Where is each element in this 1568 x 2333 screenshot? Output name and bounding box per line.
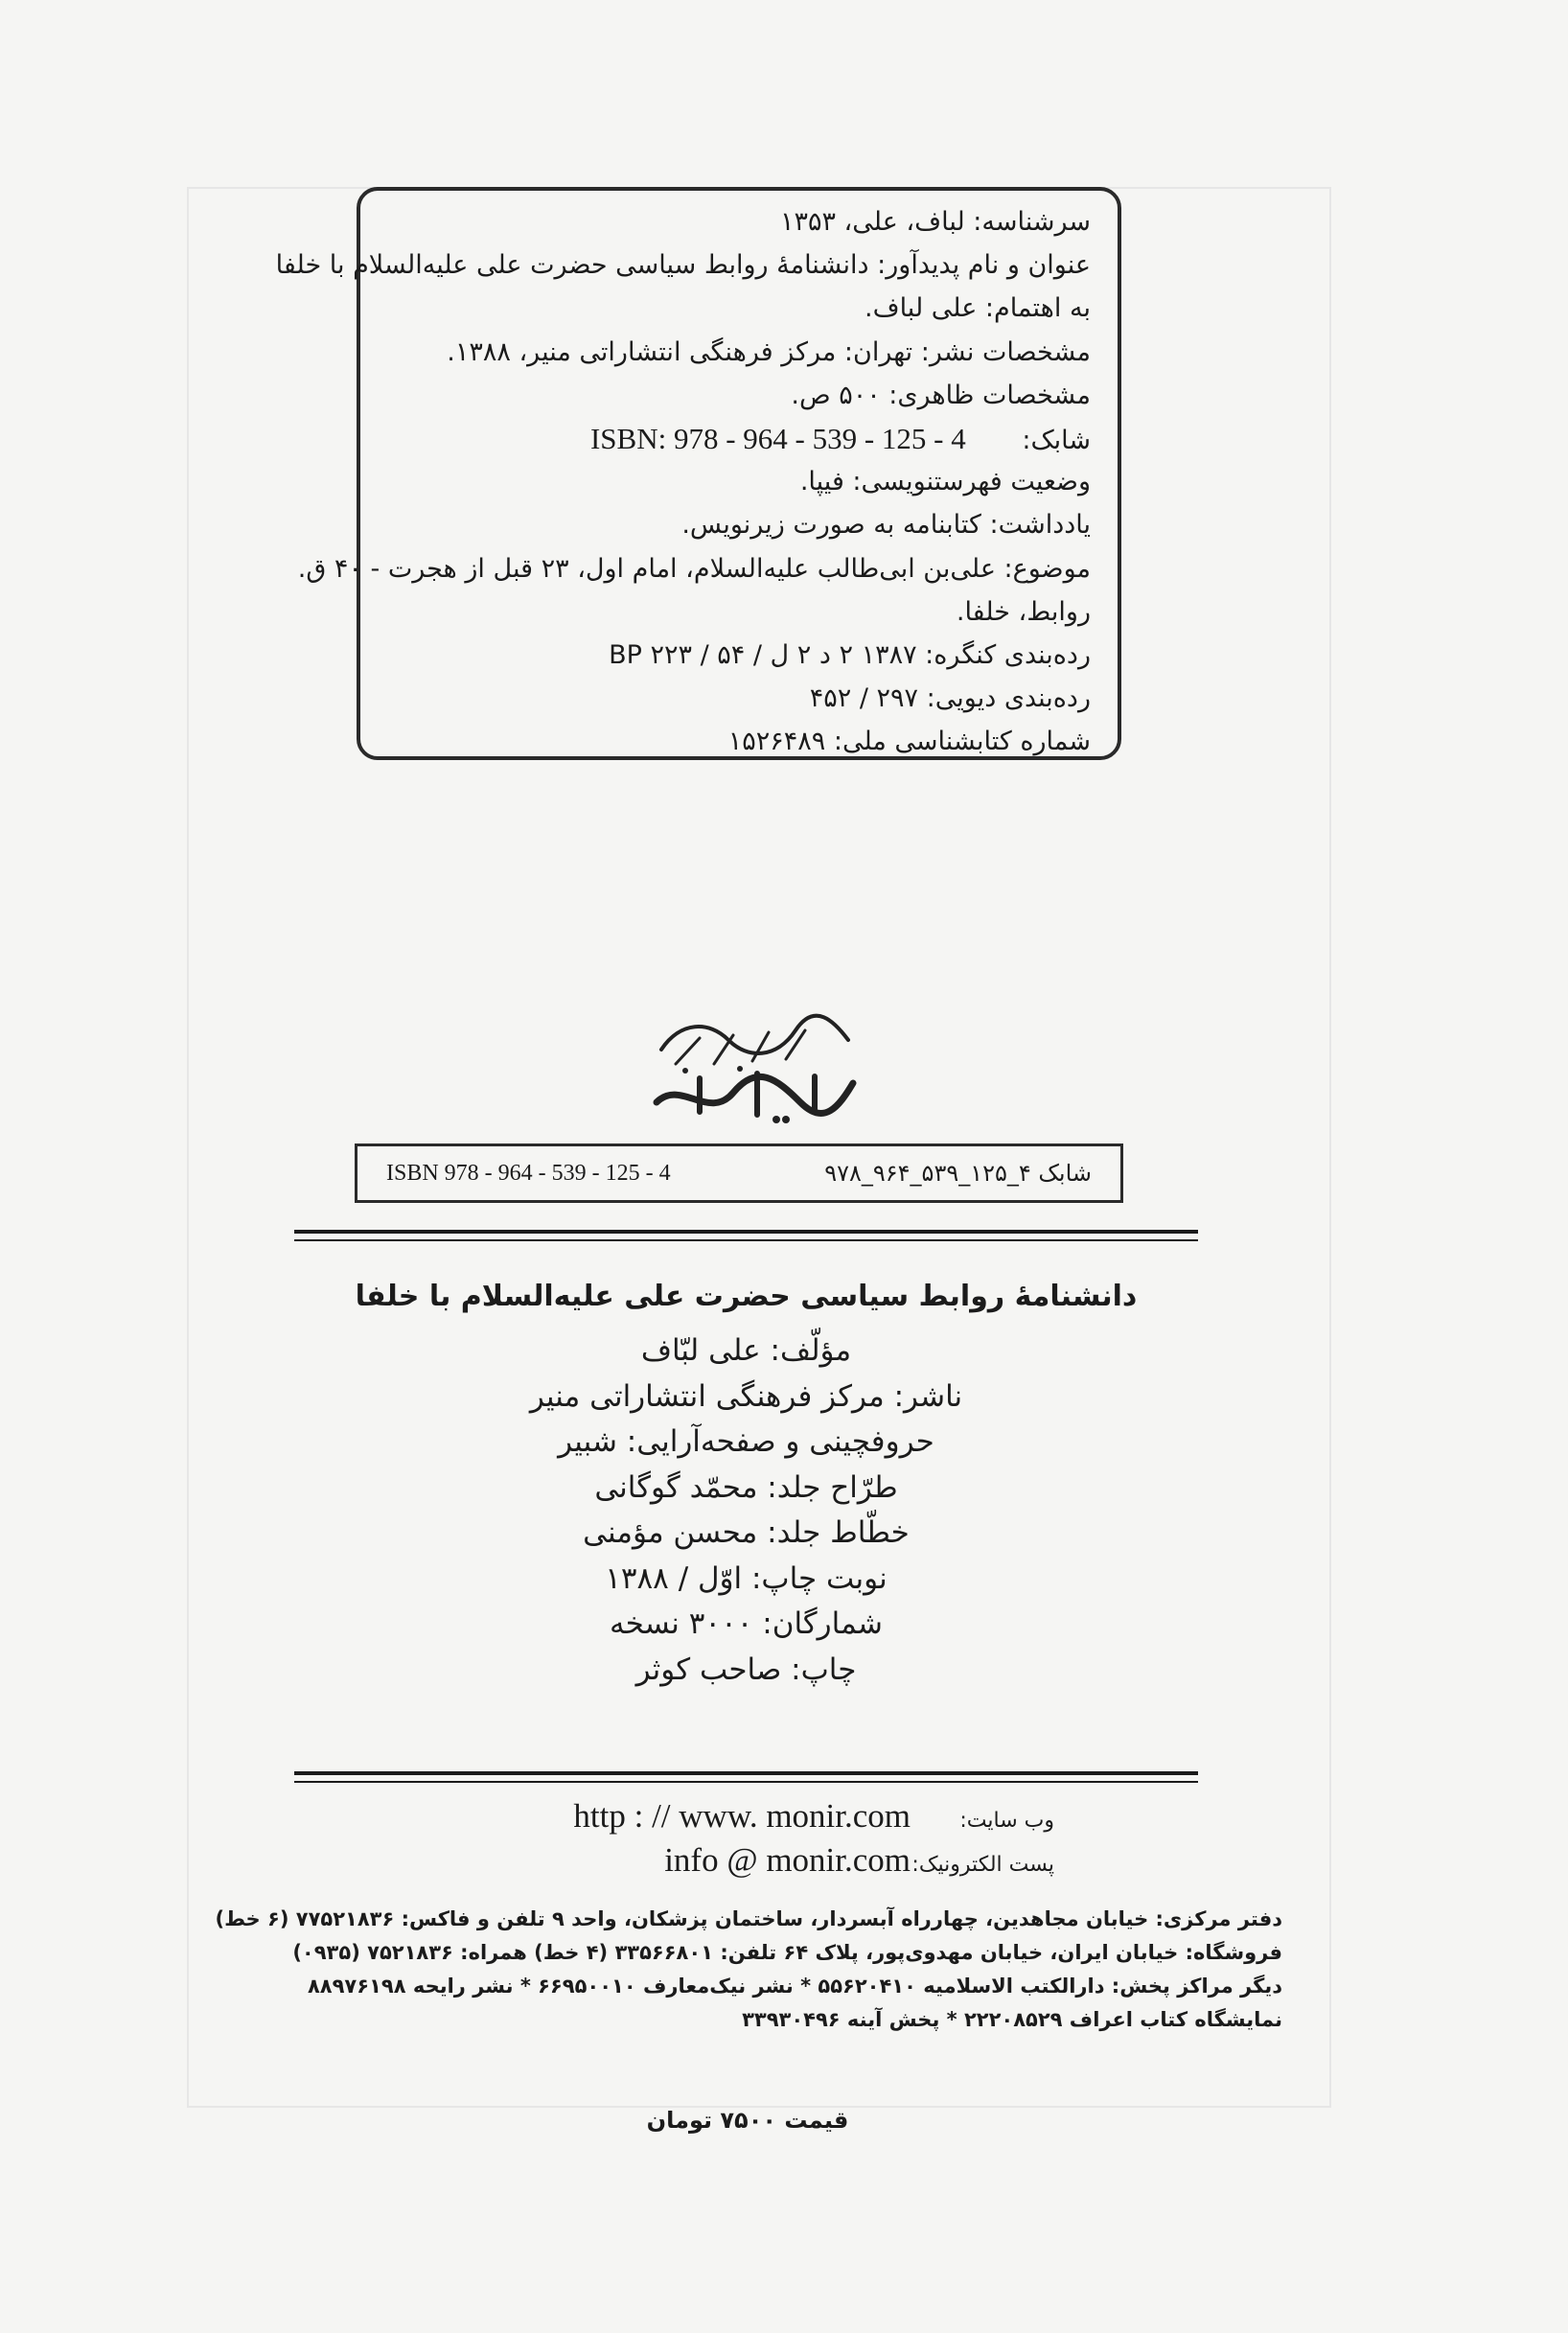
credit-line: طرّاح جلد: محمّد گوگانی	[594, 1469, 898, 1505]
cataloging-isbn-label: شابک:	[1022, 425, 1091, 455]
address-line: فروشگاه: خیابان ایران، خیابان مهدوی‌پور، پلاک ۶۴ تلفن: ۳۳۵۶۶۸۰۱ (۴ خط) همراه: ۷۵۲۱۸۳۶ (۰۹۳۵)	[292, 1941, 1282, 1964]
credit-line: شمارگان: ۳۰۰۰ نسخه	[610, 1606, 883, 1641]
cataloging-line: روابط، خلفا.	[956, 596, 1091, 627]
cataloging-line: سرشناسه: لباف، علی، ۱۳۵۳	[779, 207, 1091, 237]
email-row	[460, 1841, 1054, 1885]
cataloging-line: رده‌بندی دیویی: ۲۹۷ / ۴۵۲	[809, 683, 1091, 714]
cataloging-line: شماره کتابشناسی ملی: ۱۵۲۶۴۸۹	[727, 727, 1091, 757]
credit-line: نوبت چاپ: اوّل / ۱۳۸۸	[605, 1560, 888, 1596]
isbn-persian: شابک ۴_۱۲۵_۵۳۹_۹۶۴_۹۷۸	[824, 1160, 1092, 1187]
credit-line: چاپ: صاحب کوثر	[635, 1652, 857, 1687]
cataloging-line: عنوان و نام پدیدآور: دانشنامهٔ روابط سیاسی حضرت علی علیه‌السلام با خلفا	[275, 250, 1091, 281]
cataloging-line: مشخصات نشر: تهران: مرکز فرهنگی انتشاراتی منیر، ۱۳۸۸.	[447, 336, 1091, 367]
divider-bottom	[294, 1771, 1198, 1783]
cataloging-line: موضوع: علی‌بن ابی‌طالب علیه‌السلام، امام اول، ۲۳ قبل از هجرت - ۴۰ ق.	[297, 553, 1091, 584]
credit-line: ناشر: مرکز فرهنگی انتشاراتی منیر	[529, 1378, 963, 1414]
website-link[interactable]: http : // www. monir.com	[573, 1797, 911, 1835]
book-title: دانشنامهٔ روابط سیاسی حضرت علی علیه‌السلام با خلفا	[355, 1280, 1138, 1313]
website-label: وب سایت:	[959, 1809, 1054, 1833]
cataloging-line: مشخصات ظاهری: ۵۰۰ ص.	[791, 380, 1091, 410]
cataloging-box	[275, 187, 1121, 760]
credit-line: خطّاط جلد: محسن مؤمنی	[583, 1515, 910, 1550]
credits-block	[294, 1265, 1198, 1693]
credit-line: مؤلّف: علی لبّاف	[640, 1333, 852, 1368]
divider-top	[294, 1230, 1198, 1241]
address-line: دیگر مراکز پخش: دارالکتب الاسلامیه ۵۵۶۲۰۴۱۰ * نشر نیک‌معارف ۶۶۹۵۰۰۱۰ * نشر رایحه ۸۸۹۷۶۱۹۸	[307, 1975, 1282, 1998]
credit-line: حروفچینی و صفحه‌آرایی: شبیر	[558, 1424, 934, 1459]
isbn-box	[355, 1143, 1123, 1203]
publisher-logo	[642, 1011, 863, 1126]
cataloging-isbn-line	[387, 417, 1091, 460]
address-line: نمایشگاه کتاب اعراف ۲۲۲۰۸۵۲۹ * پخش آینه ۳۳۹۳۰۴۹۶	[742, 2008, 1282, 2031]
contact-block	[460, 1797, 1054, 1885]
cataloging-line: وضعیت فهرستنویسی: فیپا.	[799, 467, 1091, 497]
address-line: دفتر مرکزی: خیابان مجاهدین، چهارراه آبسردار، ساختمان پزشکان، واحد ۹ تلفن و فاکس: ۷۷۵۲۱۸۳۶ (۶ خط)	[215, 1907, 1282, 1930]
email-link[interactable]: info @ monir.com	[664, 1841, 911, 1879]
isbn-latin: ISBN 978 - 964 - 539 - 125 - 4	[386, 1160, 671, 1186]
cataloging-line: یادداشت: کتابنامه به صورت زیرنویس.	[681, 510, 1091, 541]
cataloging-isbn-value: ISBN: 978 - 964 - 539 - 125 - 4	[589, 421, 966, 455]
price: قیمت ۷۵۰۰ تومان	[646, 2107, 849, 2134]
cataloging-line: رده‌بندی کنگره: ۱۳۸۷ ۲ د ۲ ل / ۵۴ / ۲۲۳ BP	[609, 639, 1091, 670]
address-block	[215, 1903, 1282, 2037]
email-label: پست الکترونیک:	[911, 1853, 1054, 1877]
cataloging-line: به اهتمام: علی لباف.	[865, 293, 1091, 324]
website-row	[460, 1797, 1054, 1841]
